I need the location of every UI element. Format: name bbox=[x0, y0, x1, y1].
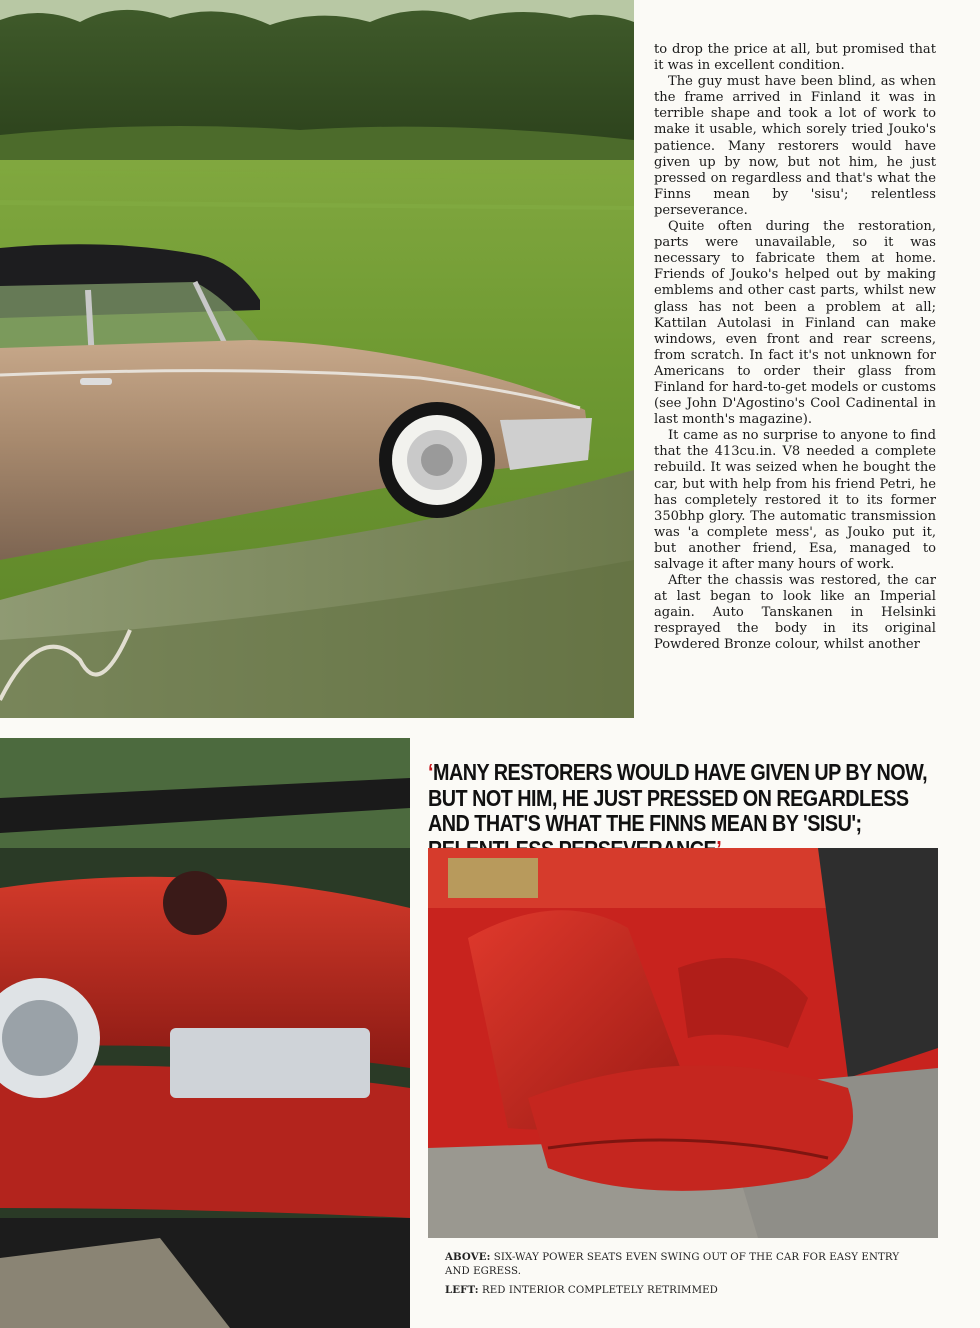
dashboard-photo bbox=[0, 738, 410, 1328]
car-exterior-photo bbox=[0, 0, 634, 718]
article-body bbox=[654, 42, 936, 654]
open-quote-mark: ‘ bbox=[428, 759, 433, 785]
caption-left-label: LEFT: bbox=[445, 1284, 479, 1296]
pull-quote bbox=[428, 760, 944, 862]
pull-quote-text: MANY RESTORERS WOULD HAVE GIVEN UP BY NOW, BUT NOT HIM, HE JUST PRESSED ON REGARDLESS AND THAT'S WHAT THE FINNS MEAN BY 'SISU'; bbox=[428, 759, 928, 836]
caption-left-text: RED INTERIOR COMPLETELY RETRIMMED bbox=[481, 1285, 718, 1296]
power-seat-photo bbox=[428, 848, 938, 1238]
article-paragraph: to drop the price at all, but promised that it was in excellent condition. bbox=[654, 42, 936, 74]
caption-above bbox=[445, 1250, 925, 1279]
article-paragraph: The guy must have been blind, as when the frame arrived in Finland it was in terrible shape and took a lot of work to make it usable, which sorely tried Jouko's patience. Many restorers would have given up by now, but not him, he just pressed on regardless and that's what the Finns mean by 'sisu'; relentless perseverance. bbox=[654, 74, 936, 218]
caption-above-label: ABOVE: bbox=[445, 1251, 491, 1263]
article-paragraph: It came as no surprise to anyone to find that the 413cu.in. V8 needed a complete rebuild. It was seized when he bought the car, but with help from his friend Petri, he has completely restored it to its former 350bhp glory. The automatic transmission was 'a complete mess', as Jouko put it, but another friend, Esa, managed to salvage it after many hours of work. bbox=[654, 428, 936, 572]
article-paragraph: Quite often during the restoration, parts were unavailable, so it was necessary to fabricate them at home. Friends of Jouko's helped out by making emblems and other cast parts, whilst new glass has not been a problem at all; Kattilan Autolasi in Finland can make windows, even front and rear screens, from scratch. In fact it's not unknown for Americans to order their glass from Finland for hard-to-get models or customs (see John D'Agostino's Cool Cadinental in last month's magazine). bbox=[654, 219, 936, 428]
caption-left bbox=[445, 1283, 925, 1298]
article-paragraph: After the chassis was restored, the car at last began to look like an Imperial again. Auto Tanskanen in Helsinki resprayed the body in its original Powdered Bronze colour, whilst another bbox=[654, 573, 936, 653]
photo-captions bbox=[445, 1250, 925, 1302]
caption-above-text: SIX-WAY POWER SEATS EVEN SWING OUT OF THE CAR FOR EASY ENTRY AND EGRESS. bbox=[445, 1252, 900, 1277]
